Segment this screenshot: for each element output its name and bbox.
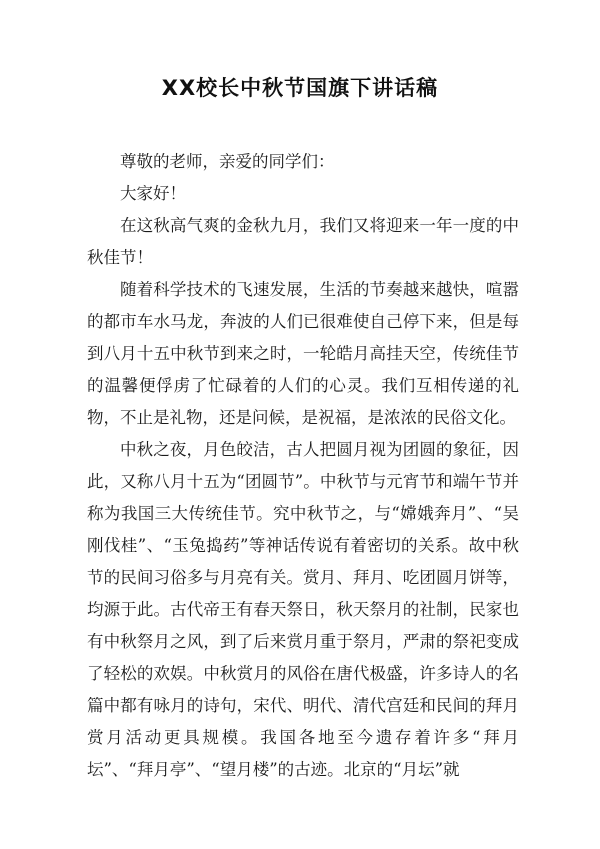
document-body	[87, 146, 519, 786]
body-paragraph: 随着科学技术的飞速发展，生活的节奏越来越快，喧嚣的都市车水马龙，奔波的人们已很难使自己停下来，但是每到八月十五中秋节到来之时，一轮皓月高挂天空，传统佳节的温馨便俘虏了忙碌着的人们的心灵。我们互相传递的礼物，不止是礼物，还是问候，是祝福，是浓浓的民俗文化。	[87, 280, 519, 427]
body-paragraph: 在这秋高气爽的金秋九月，我们又将迎来一年一度的中秋佳节！	[87, 216, 519, 267]
document-title: XX校长中秋节国旗下讲话稿	[161, 76, 439, 100]
body-paragraph: 中秋之夜，月色皎洁，古人把圆月视为团圆的象征，因此，又称八月十五为“团圆节”。中秋节与元宵节和端午节并称为我国三大传统佳节。究中秋节之，与“嫦娥奔月”、“吴刚伐桂”、“玉兔捣药”等神话传说有着密切的关系。故中秋节的民间习俗多与月亮有关。赏月、拜月、吃团圆月饼等，均源于此。古代帝王有春天祭日，秋天祭月的社制，民家也有中秋祭月之风，到了后来赏月重于祭月，严肃的祭祀变成了轻松的欢娱。中秋赏月的风俗在唐代极盛，许多诗人的名篇中都有咏月的诗句，宋代、明代、清代宫廷和民间的拜月赏月活动更具规模。我国各地至今遗存着许多“拜月坛”、“拜月亭”、“望月楼”的古迹。北京的“月坛”就	[87, 440, 519, 779]
greeting-paragraph: 大家好！	[120, 184, 186, 203]
salutation-paragraph: 尊敬的老师，亲爱的同学们：	[120, 152, 335, 171]
